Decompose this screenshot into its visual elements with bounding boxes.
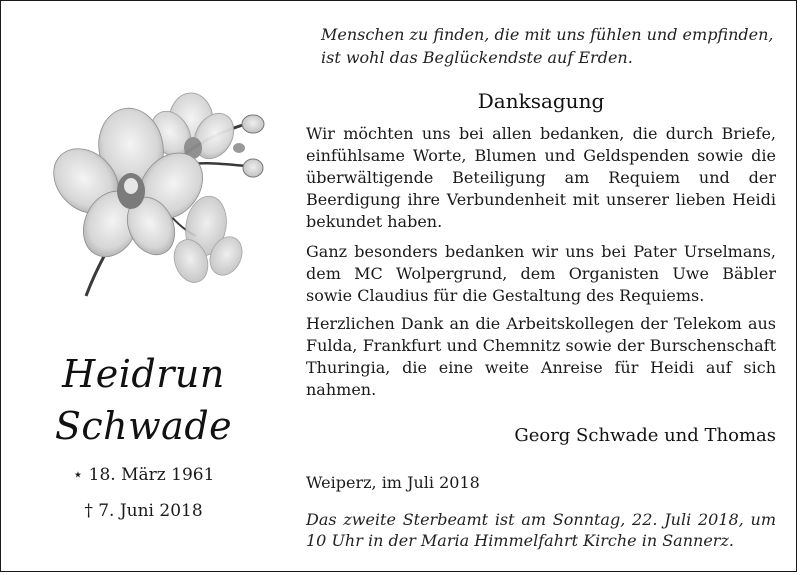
left-column [1, 1, 286, 573]
birth-date: ⋆ 18. März 1961 [72, 465, 215, 485]
place-date: Weiperz, im Juli 2018 [306, 473, 480, 492]
deceased-first-name: Heidrun [62, 352, 225, 396]
paragraph-3: Herzlichen Dank an die Arbeitskollegen der Telekom aus Fulda, Frankfurt und Chemnitz sowie der Burschenschaft Thuringia, die eine weite Anreise für Heidi auf sich nahmen. [306, 314, 776, 399]
death-date: † 7. Juni 2018 [84, 501, 203, 521]
motto [321, 23, 781, 69]
paragraph-2: Ganz besonders bedanken wir uns bei Pater Urselmans, dem MC Wolpergrund, dem Organisten Uwe Bäbler sowie Claudius für die Gestaltung des Requiems. [306, 242, 776, 305]
motto-line-1: Menschen zu finden, die mit uns fühlen und empfinden, [321, 25, 774, 44]
service-note: Das zweite Sterbeamt ist am Sonntag, 22. Juli 2018, um 10 Uhr in der Maria Himmelfahrt Kirche in Sannerz. [306, 510, 776, 550]
orchid-image [31, 86, 276, 306]
paragraph-1: Wir möchten uns bei allen bedanken, die durch Briefe, einfühlsame Worte, Blumen und Geldspenden sowie die überwältigende Beteiligung am Requiem und der Beerdigung ihre Verbundenheit mit unserer lieben Heidi bekundet haben. [306, 124, 776, 231]
deceased-last-name: Schwade [54, 404, 233, 448]
motto-line-2: ist wohl das Beglückendste auf Erden. [321, 48, 633, 67]
heading: Danksagung [477, 89, 605, 113]
signer: Georg Schwade und Thomas [514, 425, 776, 446]
